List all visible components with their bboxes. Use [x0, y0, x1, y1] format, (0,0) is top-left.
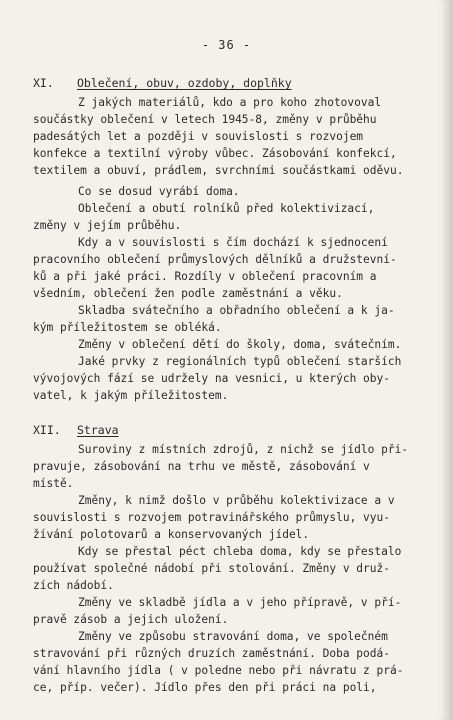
- text-line: pravě zásob a jejich uložení.: [33, 613, 229, 626]
- text-line: vání hlavního jídla ( v poledne nebo při návratu z prá-: [33, 664, 404, 677]
- text-line: souvislosti s rozvojem potravinářského průmyslu, vyu-: [33, 511, 390, 524]
- text-line: místě.: [33, 477, 74, 490]
- text-line: Změny ve skladbě jídla a v jeho přípravě, v pří-: [78, 596, 402, 609]
- text-line: pravuje, zásobování na trhu ve městě, zásobování v: [33, 460, 370, 473]
- section-number: XII.: [33, 423, 61, 437]
- text-line: kým příležitostem se obléká.: [33, 321, 222, 334]
- page-number: - 36 -: [201, 38, 252, 52]
- text-line: zích nádobí.: [33, 579, 114, 592]
- text-line: vatel, k jakým příležitostem.: [33, 389, 229, 402]
- text-line: Z jakých materiálů, kdo a pro koho zhotovoval: [78, 96, 382, 109]
- text-line: stravování při různých druzích zaměstnání. Doba podá-: [33, 647, 390, 660]
- text-line: Kdy a v souvislosti s čím dochází k sjednocení: [78, 236, 388, 249]
- section-title: Strava: [77, 423, 119, 437]
- text-line: Změny ve způsobu stravování doma, ve společném: [78, 630, 388, 643]
- section-heading-xi: [33, 76, 292, 90]
- section-title: Oblečení, obuv, ozdoby, doplňky: [77, 76, 292, 90]
- text-line: změny v jejím průběhu.: [33, 219, 182, 232]
- text-line: vývojových fází se udržely na vesnici, u kterých oby-: [33, 372, 390, 385]
- text-line: žívání polotovarů a konservovaných jídel.: [33, 528, 310, 541]
- text-line: používat společné nádobí při stolování. Změny v druž-: [33, 562, 390, 575]
- text-line: pracovního oblečení průmyslových dělníků a družstevní-: [33, 253, 397, 266]
- text-line: všedním, oblečení žen podle zaměstnání a věku.: [33, 287, 343, 300]
- text-line: Oblečení a obutí rolníků před kolektivizací,: [78, 202, 375, 215]
- text-line: Skladba svátečního a obřadního oblečení a k ja-: [78, 304, 395, 317]
- text-line: Kdy se přestal péct chleba doma, kdy se přestalo: [78, 545, 402, 558]
- text-line: konfekce a textilní výroby vůbec. Zásobování konfekcí,: [33, 147, 397, 160]
- text-line: Změny v oblečení dětí do školy, doma, svátečním.: [78, 338, 402, 351]
- text-line: Suroviny z místních zdrojů, z nichž se jídlo při-: [78, 443, 409, 456]
- text-line: Co se dosud vyrábí doma.: [78, 185, 240, 198]
- text-line: padesátých let a později v souvislosti s rozvojem: [33, 130, 364, 143]
- section-heading-xii: [33, 423, 119, 437]
- text-line: součástky oblečení v letech 1945-8, změny v průběhu: [33, 113, 377, 126]
- text-line: Jaké prvky z regionálních typů oblečení starších: [78, 355, 402, 368]
- text-line: ků a při jaké práci. Rozdíly v oblečení pracovním a: [33, 270, 377, 283]
- text-line: Změny, k nimž došlo v průběhu kolektivizace a v: [78, 494, 395, 507]
- section-number: XI.: [33, 76, 54, 90]
- text-line: textilem a obuví, prádlem, svrchními součástkami oděvu.: [33, 164, 404, 177]
- text-line: ce, příp. večer). Jídlo přes den při práci na poli,: [33, 681, 377, 694]
